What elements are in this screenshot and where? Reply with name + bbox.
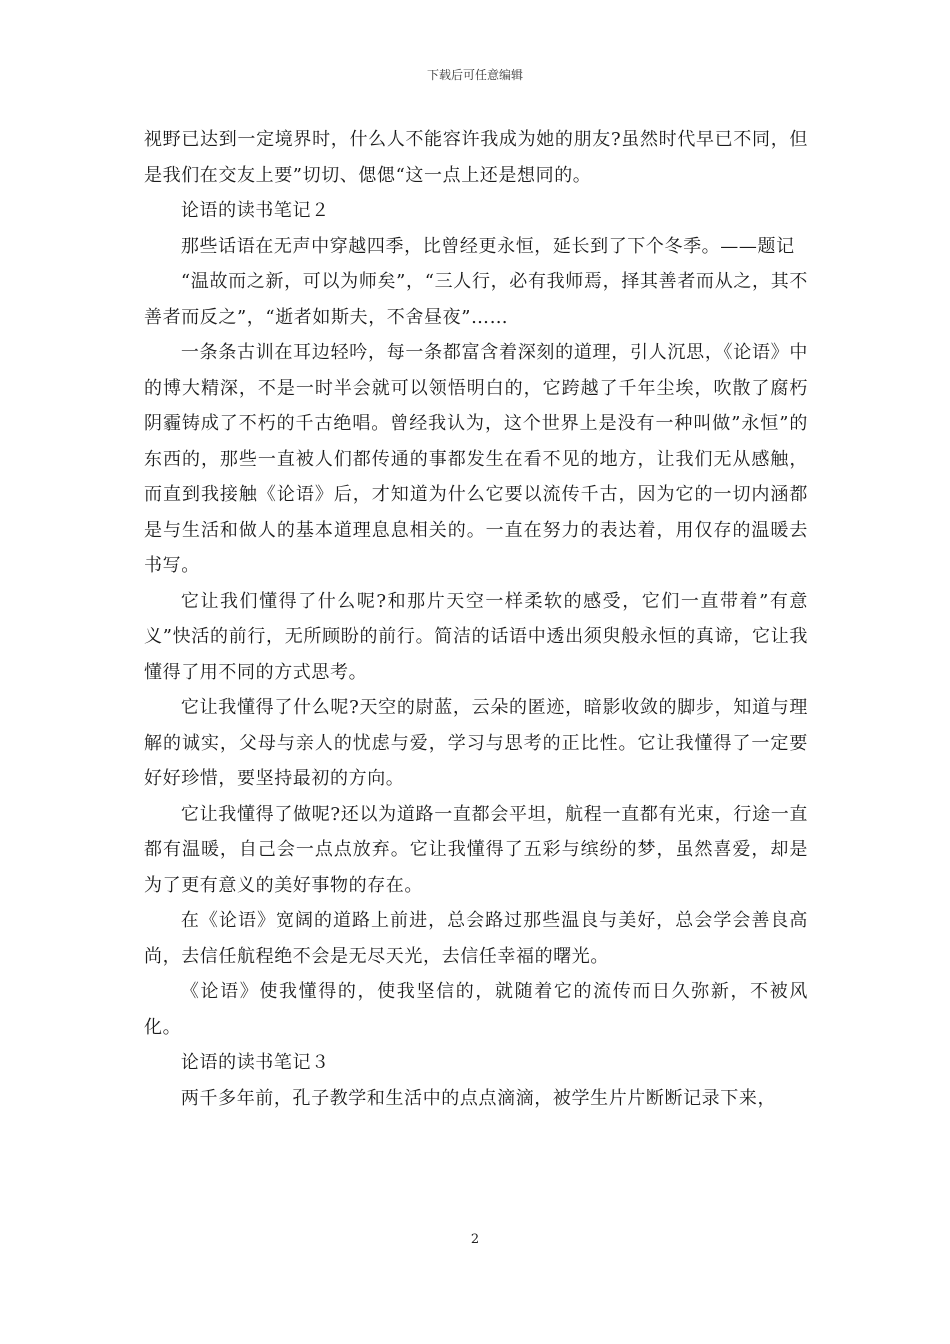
page-header: 下载后可任意编辑: [426, 68, 523, 82]
document-body: [144, 122, 808, 1116]
paragraph-1: 视野已达到一定境界时，什么人不能容许我成为她的朋友?虽然时代早已不同，但是我们在交友上要”切切、偲偲“这一点上还是想同的。: [144, 129, 808, 186]
paragraph-understanding-1: 它让我们懂得了什么呢?和那片天空一样柔软的感受，它们一直带着”有意义”快活的前行，无所顾盼的前行。简洁的话语中透出须臾般永恒的真谛，它让我懂得了用不同的方式思考。: [144, 590, 808, 683]
paragraph-road: 在《论语》宽阔的道路上前进，总会路过那些温良与美好，总会学会善良高尚，去信任航程绝不会是无尽天光，去信任幸福的曙光。: [144, 910, 808, 967]
paragraph-understanding-3: 它让我懂得了做呢?还以为道路一直都会平坦，航程一直都有光束，行途一直都有温暖，自己会一点点放弃。它让我懂得了五彩与缤纷的梦，虽然喜爱，却是为了更有意义的美好事物的存在。: [144, 803, 808, 896]
section-heading-3: 论语的读书笔记３: [180, 1052, 330, 1073]
paragraph-conclusion: 《论语》使我懂得的，使我坚信的，就随着它的流传而日久弥新，不被风化。: [144, 981, 808, 1038]
paragraph-reflection: 一条条古训在耳边轻吟，每一条都富含着深刻的道理，引人沉思，《论语》中的博大精深，不是一时半会就可以领悟明白的，它跨越了千年尘埃，吹散了腐朽阴霾铸成了不朽的千古绝唱。曾经我认为，这个世界上是没有一种叫做”永恒”的东西的，那些一直被人们都传通的事都发生在看不见的地方，让我们无从感触，而直到我接触《论语》后，才知道为什么它要以流传千古，因为它的一切内涵都是与生活和做人的基本道理息息相关的。一直在努力的表达着，用仅存的温暖去书写。: [144, 342, 808, 576]
page-number: 2: [470, 1232, 480, 1247]
paragraph-quotes: “温故而之新，可以为师矣”，“三人行，必有我师焉，择其善者而从之，其不善者而反之”，“逝者如斯夫，不舍昼夜”……: [144, 271, 808, 328]
section-heading-2: 论语的读书笔记２: [180, 200, 330, 221]
paragraph-epigraph: 那些话语在无声中穿越四季，比曾经更永恒，延长到了下个冬季。——题记: [180, 235, 795, 257]
paragraph-understanding-2: 它让我懂得了什么呢?天空的尉蓝，云朵的匿迹，暗影收敛的脚步，知道与理解的诚实，父母与亲人的忧虑与爱，学习与思考的正比性。它让我懂得了一定要好好珍惜，要坚持最初的方向。: [144, 697, 808, 789]
paragraph-history: 两千多年前，孔子教学和生活中的点点滴滴，被学生片片断断记录下来，: [180, 1087, 777, 1109]
